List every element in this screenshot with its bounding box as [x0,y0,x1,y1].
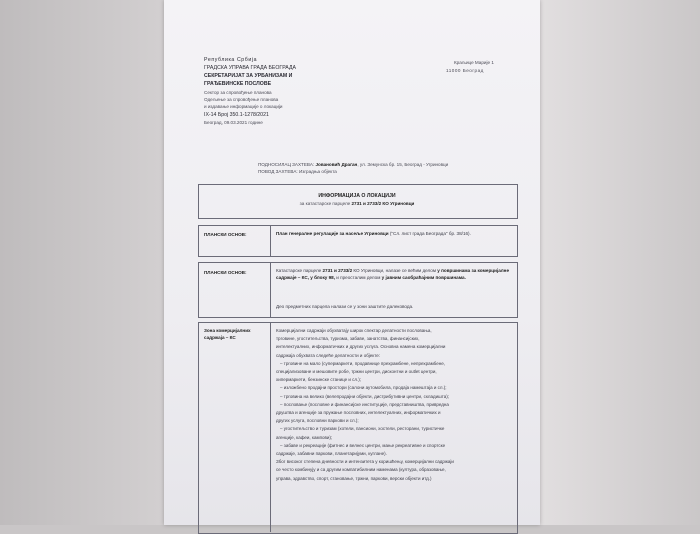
subtitle-prefix: за катастарске парцеле [299,201,352,206]
reason-value: Изградња објекта [298,169,337,174]
zone-line: агенције, кафеи, кампови); [276,434,333,440]
zone-line: – пословање (пословне и финансијске институције, представништва, привредна [280,401,449,407]
header-file-number: IX-14 Број 350.1-1278/2021 [204,112,269,118]
header-republic: Република Србија [204,57,258,63]
header-sector: Сектор за спровођење планова [204,90,272,95]
background-left [0,0,168,525]
address-city: 11000 Београд [446,68,484,73]
zone-line: друштва и агенције за пружање пословних, интелектуалних, информатичких и [276,410,441,416]
p1-a: Катастарске парцеле [276,268,323,273]
zone-line: се често комбинују и са другим компатибилним наменама (култура, образовање, [276,467,446,473]
applicant-line [258,163,448,168]
p1-e: и преосталим делом [334,274,382,280]
zone-line: Због високог степена дневности и интензитета у коришћењу, комерцијални садржаји [276,459,454,465]
applicant-address: , ул. Земунска бр. 15, Београд - Угриновци [357,162,449,167]
zone-line: специјализоване и мешовите робе, тржни центри, дисконтни и outlet центри, [276,369,437,375]
plan-basis-label: ПЛАНСКИ ОСНОВ: [204,232,247,237]
zone-line: садржаје, забавни паркови, планетаријуми, куглане). [276,451,387,457]
plan-gazette: ("Сл. лист града Београда" бр. 38/16). [388,231,471,236]
zone-line: – трговина на велико (велепродајни објекти, дистрибутивни центри, складишта); [280,393,449,399]
zone-line: садржаја обухвата следеће делатности и објекте: [276,352,381,358]
zone-line: – угоститељство и туризам (хотели, пансиони, хостели, ресторани, туристичке [280,426,445,432]
zone-line: других услуга, пословни паркови и сл.); [276,418,359,424]
zone-line: – трговине на мало (супермаркети, продавнице прехрамбене, непрехрамбене, [280,360,445,366]
header-department-2: и издавање информације о локацији [204,104,283,109]
plan-name: План генералне регулације за насеље Угриновци [276,231,389,236]
plan-basis-row [198,225,518,257]
zone-line: Комерцијални садржаји обухватају широк спектар делатности пословања, [276,328,432,333]
document-page [164,0,540,525]
zone-description [276,327,514,483]
background-right [537,0,700,525]
plan-detail-paragraph [276,268,512,281]
zone-line: – забаве и рекреације (фитнес и велнес центри, мање рекреативне и спортске [280,442,446,448]
zone-line: интелектуалних, информатичких и других услуга. Основна намена комерцијални [276,344,446,350]
header-secretariat-2: ГРАЂЕВИНСКЕ ПОСЛОВЕ [204,81,272,87]
plan-basis-divider [270,225,271,256]
document-title: ИНФОРМАЦИЈА О ЛОКАЦИЈИ [318,193,396,199]
plan-detail-note: Део предметних парцела налази се у зони заштите далековода. [276,304,414,309]
p1-b: 2731 и 2733/2 [322,268,353,273]
zone-line: хипермаркети, бензинске станице и сл.); [276,377,362,383]
plan-detail-label: ПЛАНСКИ ОСНОВ: [204,270,247,275]
p1-c: КО Угриновци, налазе се већим делом [352,268,438,273]
header-date: Београд, 09.03.2021 године [204,120,263,125]
plan-basis-text [276,231,512,238]
p1-f: у јавним саобраћајним површинама. [381,274,466,280]
plan-detail-divider [270,262,271,317]
zone-line: – изложбено продајни простори (салони аутомобила, продаја намештаја и сл.); [280,385,447,391]
header-department: Одељење за спровођење планова [204,97,279,102]
p1-d: у површинама за комерцијалне садржаје – КС, у блоку 98, [276,268,509,280]
address-street: Краљице Марије 1 [454,60,494,65]
zone-line: управа, здравство, спорт, становање, тржни, паркови, верски објекти итд.) [276,475,432,481]
zone-label: Зона комерцијалних садржаја – КС [204,328,251,340]
zone-divider [270,322,271,532]
header-secretariat: СЕКРЕТАРИЈАТ ЗА УРБАНИЗАМ И [204,73,293,79]
reason-line [258,170,337,175]
subtitle-parcels: 2731 и 2733/2 КО Угриновци [351,201,415,206]
applicant-label: ПОДНОСИЛАЦ ЗАХТЕВА: [258,162,315,167]
reason-label: ПОВОД ЗАХТЕВА: [258,169,298,174]
applicant-name: Јовановић Драган [315,162,358,167]
zone-line: трговине, угоститељства, туризма, забаве, занатства, финансијских, [276,336,420,342]
document-subtitle [164,202,550,207]
header-authority: ГРАДСКА УПРАВА ГРАДА БЕОГРАДА [204,65,296,71]
